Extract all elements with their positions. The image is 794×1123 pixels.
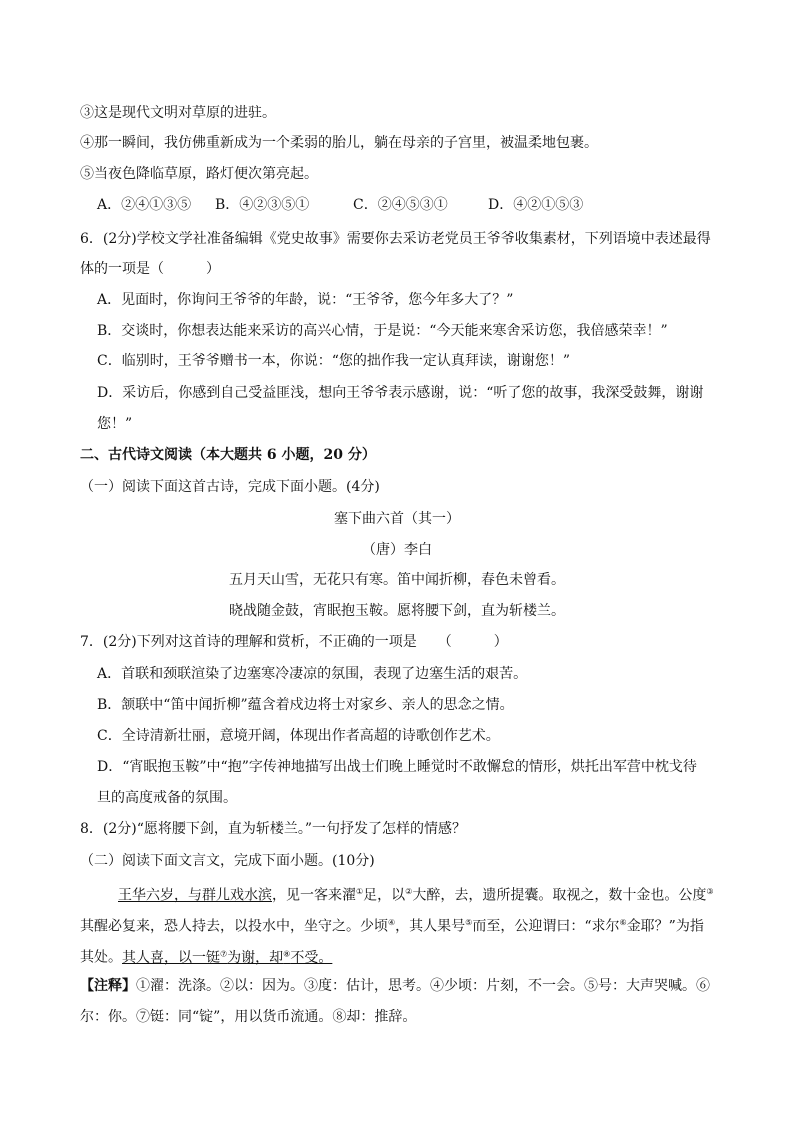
passage-text: 其人喜，以一铤 xyxy=(122,949,220,966)
sentence-4: ④那一瞬间，我仿佛重新成为一个柔弱的胎儿，躺在母亲的子宫里，被温柔地包裹。 xyxy=(80,135,598,151)
q6-option-a: A．见面时，你询问王爷爷的年龄，说：“王爷爷，您今年多大了？” xyxy=(97,292,514,308)
note-marker: ④ xyxy=(388,918,396,927)
q7-option-b: B．颔联中“笛中闻折柳”蕴含着戍边将士对家乡、亲人的思念之情。 xyxy=(97,697,514,713)
q5-option-b: B．④②③⑤① xyxy=(215,197,310,213)
sentence-5: ⑤当夜色降临草原，路灯便次第亮起。 xyxy=(80,166,318,182)
passage-text: 大醉，去，遗所提囊。取视之，数十金也。公度 xyxy=(412,887,707,904)
q5-option-d: D．④②①⑤③ xyxy=(488,197,584,213)
passage-line-2 xyxy=(80,913,704,937)
passage-text: 为谢，却 xyxy=(227,949,284,966)
passage-text: 其处。 xyxy=(80,949,122,966)
notes-line-2: 尔：你。⑦铤：同“锭”，用以货币流通。⑧却：推辞。 xyxy=(80,1009,417,1025)
passage-underline-2 xyxy=(122,950,332,966)
q5-option-a: A．②④①③⑤ xyxy=(97,197,192,213)
q7-option-d-cont: 旦的高度戒备的氛围。 xyxy=(97,790,237,806)
q7-option-d: D．“宵眠抱玉鞍”中“抱”字传神地描写出战士们晚上睡觉时不敢懈怠的情形，烘托出军营中枕戈待 xyxy=(97,759,697,775)
note-marker: ⑥ xyxy=(619,918,627,927)
note-marker: ⑦ xyxy=(220,949,228,958)
part-1-instruction: （一）阅读下面这首古诗，完成下面小题。(4分) xyxy=(80,479,380,495)
passage-underline-1: 王华六岁，与群儿戏水滨 xyxy=(118,887,272,904)
notes-label: 【注释】 xyxy=(80,978,136,994)
note-marker: ⑤ xyxy=(465,918,473,927)
passage-text: 而至，公迎谓曰：“求尔 xyxy=(472,918,620,935)
poem-line-1: 五月天山雪，无花只有寒。笛中闻折柳，春色未曾看。 xyxy=(229,572,565,588)
q8-stem: 8．(2分)“愿将腰下剑，直为斩楼兰。”一句抒发了怎样的情感？ xyxy=(80,821,467,837)
q6-option-d-cont: 您！” xyxy=(97,416,133,432)
passage-text: 其醒必复来，恐人持去，以投水中，坐守之。少顷 xyxy=(80,918,388,935)
poem-line-2: 晓战随金鼓，宵眠抱玉鞍。愿将腰下剑，直为斩楼兰。 xyxy=(229,603,565,619)
section-2-title: 二、古代诗文阅读（本大题共 6 小题，20 分） xyxy=(80,447,376,463)
q7-option-c: C．全诗清新壮丽，意境开阔，体现出作者高超的诗歌创作艺术。 xyxy=(97,728,500,744)
q6-option-d: D．采访后，你感到自己受益匪浅，想向王爷爷表示感谢，说：“听了您的故事，我深受鼓舞，谢谢 xyxy=(97,385,704,401)
passage-text: ，其人果号 xyxy=(395,918,466,935)
note-marker: ① xyxy=(356,887,364,896)
notes-text: ①濯：洗涤。②以：因为。③度：估计，思考。④少顷：片刻，不一会。⑤号：大声哭喊。⑥ xyxy=(136,978,710,994)
poem-title: 塞下曲六首（其一） xyxy=(334,511,460,527)
q5-option-c: C．②④⑤③① xyxy=(353,197,448,213)
note-marker: ⑧ xyxy=(283,949,291,958)
passage-text: 金耶？”为指 xyxy=(626,918,704,935)
passage-line-3 xyxy=(80,944,332,968)
passage-text: 足，以 xyxy=(363,887,406,904)
passage-text: ，见一客来濯 xyxy=(272,887,356,904)
passage-line-1 xyxy=(118,882,714,906)
poem-author: （唐）李白 xyxy=(362,542,432,558)
q6-option-c: C．临别时，王爷爷赠书一本，你说：“您的拙作我一定认真拜读，谢谢您！” xyxy=(97,353,571,369)
q7-option-a: A．首联和颈联渲染了边塞寒冷凄凉的氛围，表现了边塞生活的艰苦。 xyxy=(97,666,528,682)
notes-line-1 xyxy=(80,976,710,996)
note-marker: ③ xyxy=(706,887,714,896)
q6-stem-cont: 体的一项是（ ） xyxy=(80,261,220,277)
sentence-3: ③这是现代文明对草原的进驻。 xyxy=(80,105,276,121)
note-marker: ② xyxy=(405,887,413,896)
q6-option-b: B．交谈时，你想表达能来采访的高兴心情，于是说：“今天能来寒舍采访您，我倍感荣幸！” xyxy=(97,323,668,339)
passage-text: 不受。 xyxy=(290,949,333,966)
q6-stem: 6．(2分)学校文学社准备编辑《党史故事》需要你去采访老党员王爷爷收集素材，下列语境中表述最得 xyxy=(80,231,711,247)
q7-stem: 7．(2分)下列对这首诗的理解和赏析，不正确的一项是 （ ） xyxy=(80,634,508,650)
part-2-instruction: （二）阅读下面文言文，完成下面小题。(10分) xyxy=(80,853,375,869)
